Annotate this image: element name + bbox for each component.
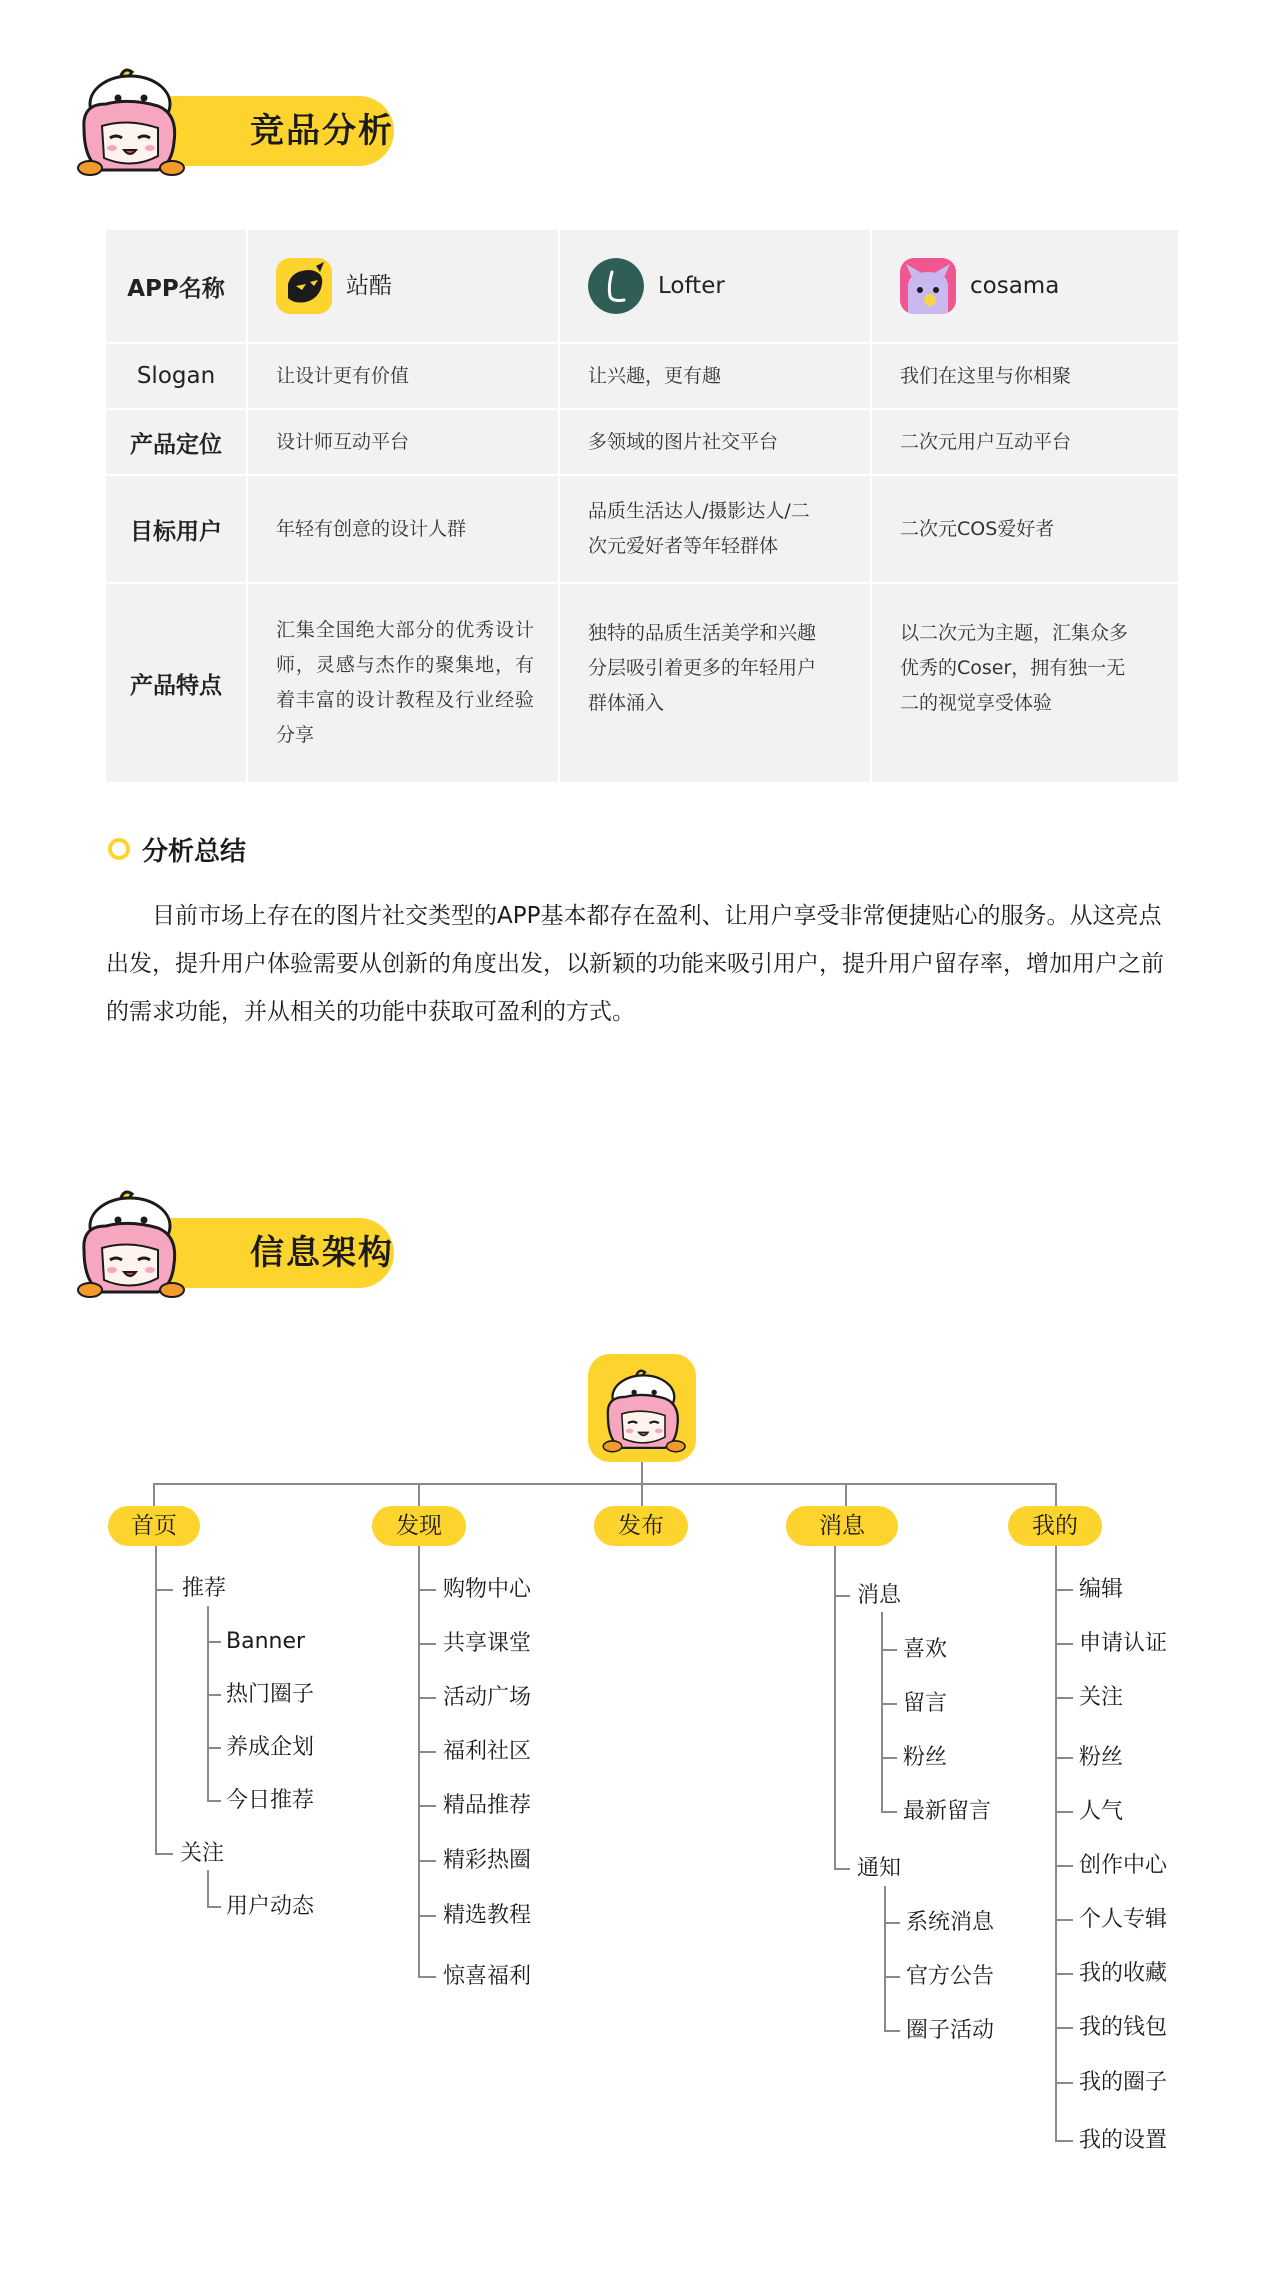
tree-line	[418, 1697, 436, 1699]
section-title: 信息架构	[250, 1233, 394, 1273]
tree-line	[834, 1595, 850, 1597]
tree-line	[1055, 1865, 1073, 1867]
table-cell: 让设计更有价值	[246, 344, 558, 408]
table-row	[106, 582, 1178, 782]
tree-line	[1055, 1643, 1073, 1645]
tree-line	[845, 1483, 847, 1506]
tree-line	[641, 1462, 643, 1484]
tree-node: 最新留言	[903, 1799, 992, 1824]
tree-node: 个人专辑	[1079, 1907, 1168, 1932]
table-cell: 独特的品质生活美学和兴趣分层吸引着更多的年轻用户群体涌入	[588, 622, 817, 714]
tree-line	[207, 1694, 221, 1696]
tree-line	[881, 1811, 897, 1813]
table-cell: 多领域的图片社交平台	[558, 410, 870, 474]
tree-node: 我的设置	[1079, 2128, 1168, 2153]
tree-line	[1055, 1919, 1073, 1921]
app-cell-lofter	[558, 230, 870, 342]
tree-line	[207, 1906, 221, 1908]
tree-line	[884, 1886, 886, 2030]
tree-node: 粉丝	[903, 1745, 948, 1770]
tab-mine: 我的	[1008, 1506, 1102, 1546]
table-row	[106, 408, 1178, 474]
app-name: 站酷	[346, 272, 392, 299]
tree-line	[881, 1612, 883, 1813]
tree-node: 留言	[903, 1691, 948, 1716]
architecture-section-header	[62, 1186, 402, 1296]
tree-line	[641, 1483, 643, 1506]
table-cell-wrap	[558, 476, 870, 582]
tree-line	[153, 1483, 1057, 1485]
tree-line	[207, 1800, 221, 1802]
tree-line	[418, 1589, 436, 1591]
tree-node: 消息	[857, 1583, 902, 1608]
tree-node: 编辑	[1079, 1577, 1124, 1602]
section-title: 竞品分析	[250, 111, 394, 151]
table-row	[106, 342, 1178, 408]
summary-paragraph: 目前市场上存在的图片社交类型的APP基本都存在盈利、让用户享受非常便捷贴心的服务。从这亮点出发，提升用户体验需要从创新的角度出发，以新颖的功能来吸引用户，提升用户留存率，增加用户之前的需求功能，并从相关的功能中获取可盈利的方式。	[106, 903, 1164, 1025]
table-cell: 二次元COS爱好者	[870, 476, 1178, 582]
tree-line	[418, 1976, 436, 1978]
zcool-logo-icon	[276, 258, 332, 314]
tree-node: 我的收藏	[1079, 1961, 1168, 1986]
tree-line	[1055, 2082, 1073, 2084]
tree-node: 官方公告	[906, 1964, 995, 1989]
table-row	[106, 474, 1178, 582]
lofter-logo-icon	[588, 258, 644, 314]
tree-line	[155, 1546, 157, 1855]
tree-node: 关注	[180, 1841, 225, 1866]
tree-line	[207, 1641, 221, 1643]
tree-node: 通知	[857, 1856, 902, 1881]
circle-bullet-icon	[108, 838, 130, 860]
tree-node: 福利社区	[443, 1739, 532, 1764]
table-cell-wrap	[870, 584, 1178, 782]
tree-line	[881, 1757, 897, 1759]
tree-node: 系统消息	[906, 1910, 995, 1935]
tree-node: 申请认证	[1079, 1631, 1168, 1656]
tree-node: 粉丝	[1079, 1745, 1124, 1770]
tree-line	[1055, 1757, 1073, 1759]
mascot-icon	[62, 1186, 202, 1306]
tree-line	[418, 1483, 420, 1506]
mascot-icon	[62, 64, 202, 184]
tree-line	[881, 1703, 897, 1705]
table-cell-wrap	[558, 584, 870, 782]
tree-line	[1055, 1546, 1057, 2142]
competitor-section-header	[62, 64, 402, 174]
row-label: APP名称	[127, 275, 225, 302]
tree-node: 人气	[1079, 1799, 1124, 1824]
tree-line	[207, 1747, 221, 1749]
tree-line	[881, 1649, 897, 1651]
tree-node: Banner	[226, 1629, 306, 1654]
tree-line	[1055, 1589, 1073, 1591]
table-cell: 年轻有创意的设计人群	[246, 476, 558, 582]
app-cell-cosama	[870, 230, 1178, 342]
tree-line	[884, 1976, 900, 1978]
tree-node: 精选教程	[443, 1903, 532, 1928]
row-label: 产品定位	[130, 431, 222, 458]
app-name: Lofter	[658, 272, 725, 299]
tree-line	[418, 1915, 436, 1917]
tree-line	[1055, 1811, 1073, 1813]
tree-line	[1055, 1973, 1073, 1975]
tab-message: 消息	[786, 1506, 898, 1546]
table-cell: 品质生活达人/摄影达人/二次元爱好者等年轻群体	[588, 500, 810, 557]
tree-line	[1055, 2140, 1073, 2142]
app-cell-zcool	[246, 230, 558, 342]
tree-node: 用户动态	[226, 1894, 315, 1919]
table-cell: 我们在这里与你相聚	[870, 344, 1178, 408]
tab-discover: 发现	[372, 1506, 466, 1546]
tree-line	[418, 1751, 436, 1753]
tree-node: 创作中心	[1079, 1853, 1168, 1878]
table-cell: 二次元用户互动平台	[870, 410, 1178, 474]
summary-heading: 分析总结	[142, 836, 247, 867]
tree-line	[884, 2030, 900, 2032]
table-cell: 让兴趣，更有趣	[558, 344, 870, 408]
tree-node: 惊喜福利	[443, 1964, 532, 1989]
competitor-table	[106, 230, 1178, 782]
table-cell-wrap	[246, 584, 558, 782]
tab-home: 首页	[108, 1506, 200, 1546]
tree-line	[418, 1805, 436, 1807]
tree-node: 热门圈子	[226, 1682, 315, 1707]
tree-node: 购物中心	[443, 1577, 532, 1602]
tree-node: 喜欢	[903, 1637, 948, 1662]
tree-line	[155, 1589, 173, 1591]
table-header-row	[106, 230, 1178, 342]
tree-node: 圈子活动	[906, 2018, 995, 2043]
row-label: 目标用户	[130, 518, 222, 545]
tree-line	[418, 1546, 420, 1978]
tab-publish: 发布	[594, 1506, 688, 1546]
tree-line	[153, 1483, 155, 1506]
tree-node: 精彩热圈	[443, 1848, 532, 1873]
tree-line	[155, 1853, 173, 1855]
tree-line	[207, 1870, 209, 1908]
row-label: 产品特点	[130, 672, 222, 699]
tree-node: 关注	[1079, 1685, 1124, 1710]
tree-node: 精品推荐	[443, 1793, 532, 1818]
tree-line	[1055, 1697, 1073, 1699]
tree-node: 养成企划	[226, 1735, 315, 1760]
table-cell: 设计师互动平台	[246, 410, 558, 474]
app-logo-icon	[588, 1354, 696, 1462]
cosama-logo-icon	[900, 258, 956, 314]
table-cell: 汇集全国绝大部分的优秀设计师，灵感与杰作的聚集地，有着丰富的设计教程及行业经验分享	[276, 619, 534, 746]
tree-line	[834, 1868, 850, 1870]
tree-line	[418, 1643, 436, 1645]
tree-line	[884, 1922, 900, 1924]
table-cell: 以二次元为主题，汇集众多优秀的Coser，拥有独一无二的视觉享受体验	[900, 622, 1129, 714]
row-label: Slogan	[136, 363, 216, 389]
tree-node: 共享课堂	[443, 1631, 532, 1656]
tree-node: 今日推荐	[226, 1788, 315, 1813]
summary-title	[108, 832, 246, 866]
tree-line	[1055, 2027, 1073, 2029]
tree-node: 我的圈子	[1079, 2070, 1168, 2095]
tree-node: 活动广场	[443, 1685, 532, 1710]
tree-line	[418, 1860, 436, 1862]
tree-line	[207, 1606, 209, 1802]
tree-line	[1055, 1483, 1057, 1506]
tree-node: 推荐	[182, 1576, 227, 1601]
app-name: cosama	[970, 272, 1060, 299]
tree-node: 我的钱包	[1079, 2015, 1168, 2040]
